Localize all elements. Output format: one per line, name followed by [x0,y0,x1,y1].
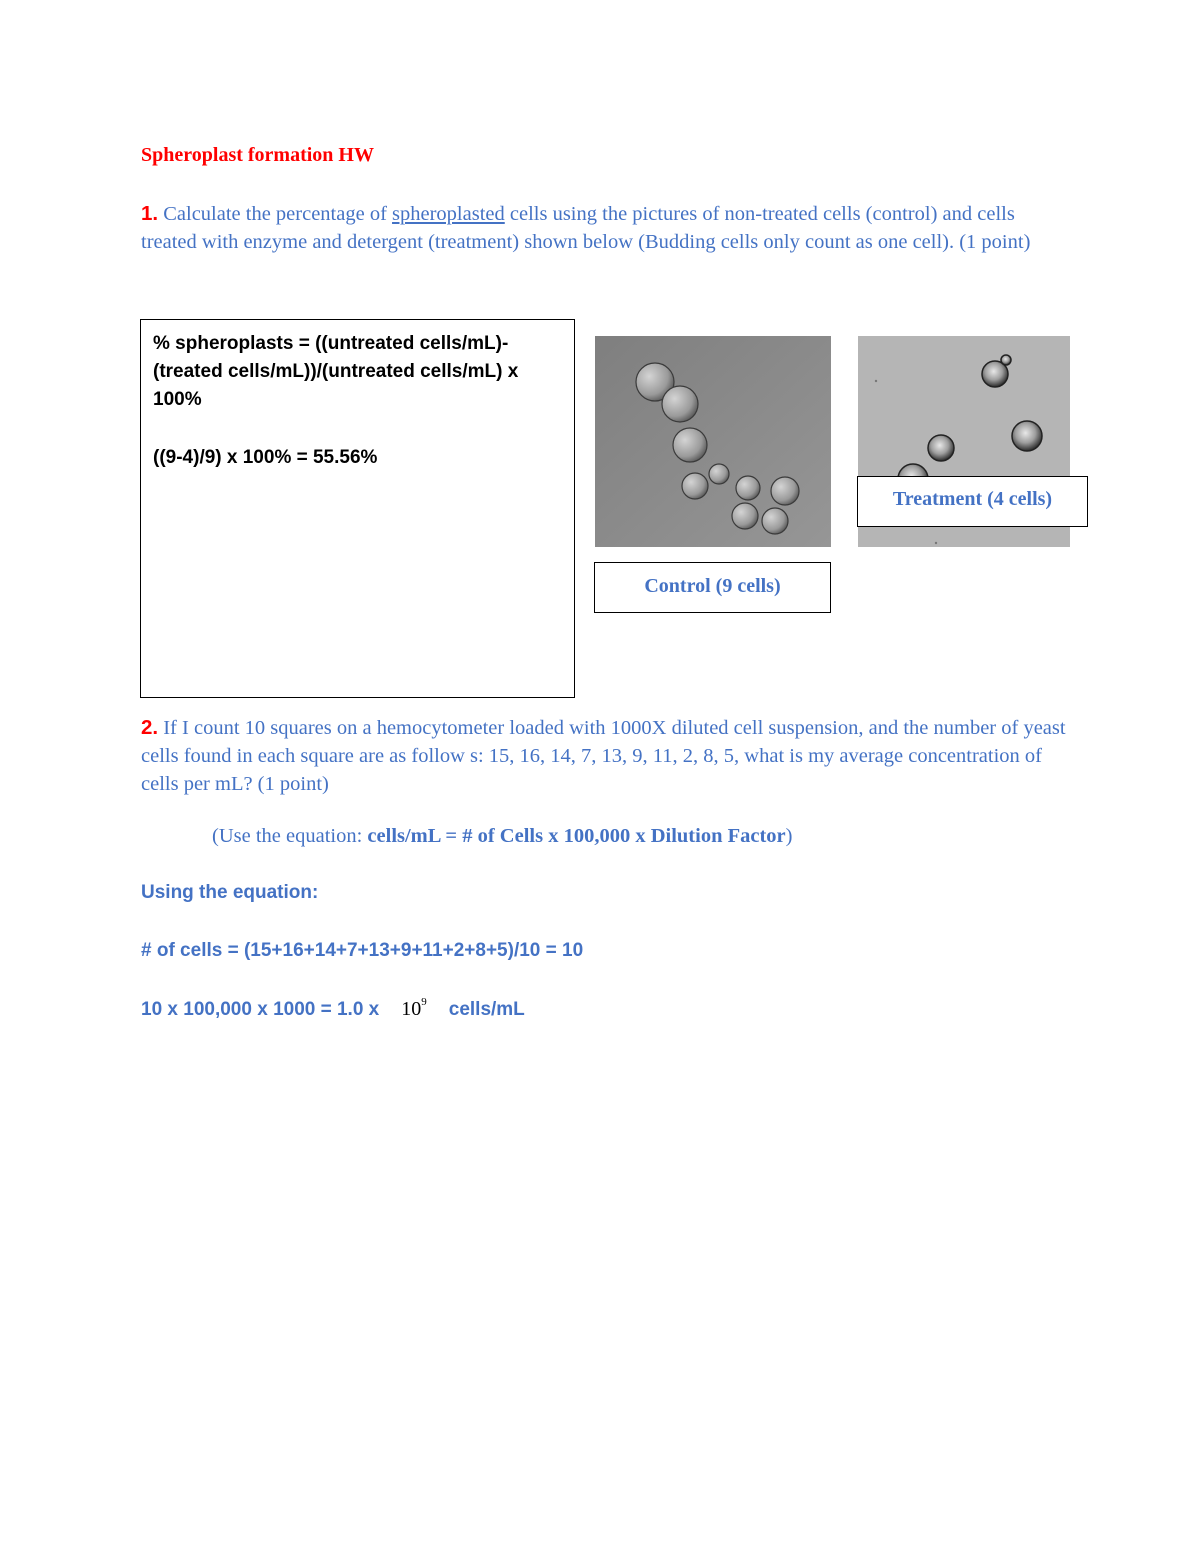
power-exponent: 9 [421,996,427,1009]
answer-box [140,319,575,698]
power-of-ten [401,998,427,1020]
question-1-text-after: cells using the pictures of non-treated cells (control) and cells treated with enzyme and detergent (treatment) shown below (Budding cells only count as one cell). (1 point) [141,203,1031,253]
question-2 [141,714,1081,798]
page-title: Spheroplast formation HW [141,144,374,166]
question-1 [141,200,1071,256]
final-concentration [141,998,525,1021]
equation-formula: cells/mL = # of Cells x 100,000 x Dilution Factor [367,825,786,847]
control-micrograph-image [595,336,831,547]
question-2-text: If I count 10 squares on a hemocytometer loaded with 1000X diluted cell suspension, and the number of yeast cells found in each square are as follow s: 15, 16, 14, 7, 13, 9, 11, 2, 8, 5, what is my average concentration of cells per mL? (1 point) [141,717,1066,795]
equation-prefix: (Use the equation: [212,825,368,847]
power-base: 10 [401,998,422,1020]
question-1-text-before: Calculate the percentage of [158,203,393,225]
num-cells-calculation: # of cells = (15+16+14+7+13+9+11+2+8+5)/10 = 10 [141,940,584,961]
equation-hint [212,825,792,848]
question-1-underlined: spheroplasted [392,203,505,225]
formula-line: % spheroplasts = ((untreated cells/mL)-(treated cells/mL))/(untreated cells/mL) x 100% [153,333,519,410]
control-caption: Control (9 cells) [594,562,831,613]
treatment-caption: Treatment (4 cells) [857,476,1088,527]
units: cells/mL [448,999,525,1020]
using-equation-heading: Using the equation: [141,882,319,903]
question-1-number: 1. [141,202,159,225]
final-calc-prefix: 10 x 100,000 x 1000 = 1.0 x [141,999,380,1020]
question-2-number: 2. [141,716,159,739]
equation-suffix: ) [785,825,793,847]
calculation-line: ((9-4)/9) x 100% = 55.56% [153,447,378,468]
